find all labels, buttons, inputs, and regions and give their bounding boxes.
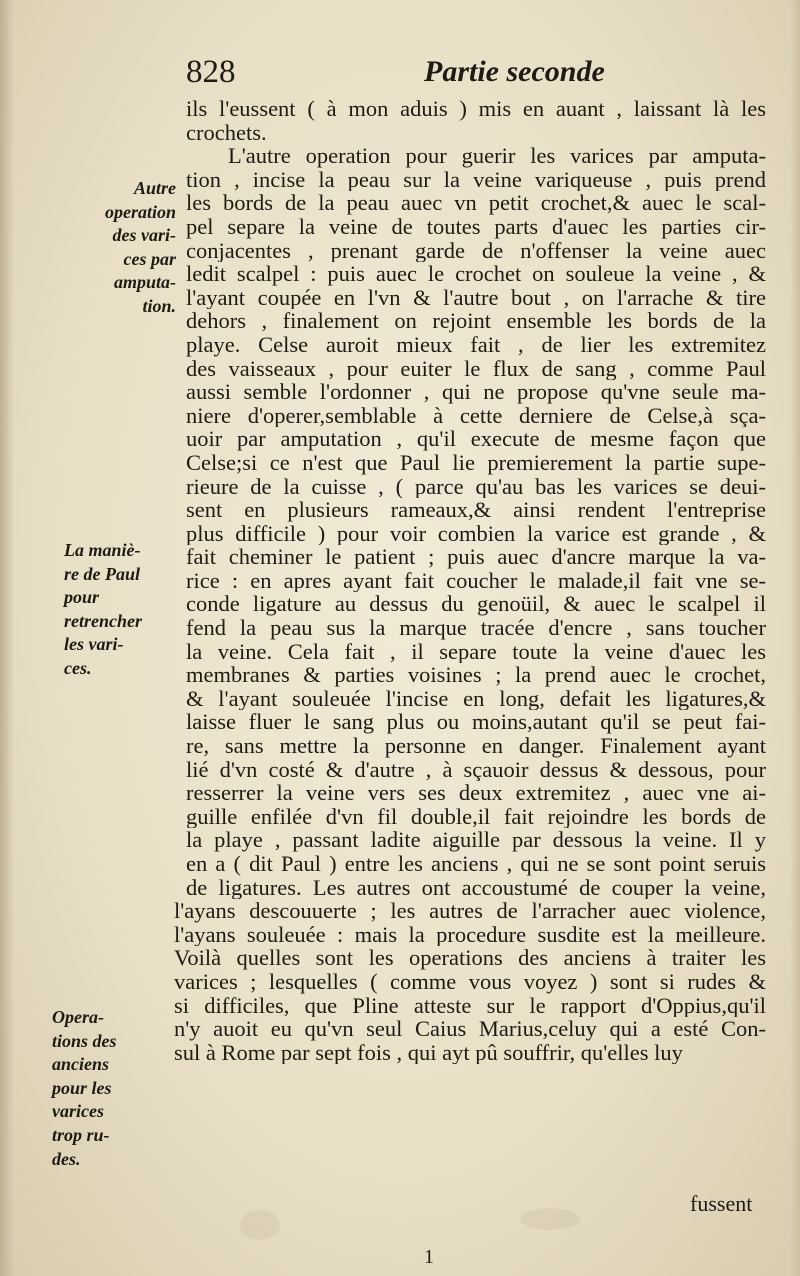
text-line: rieure de la cuisse , ( parce qu'au bas les varices se deui-: [186, 474, 766, 499]
text-line: l'ayans souleuée : mais la procedure susdite est la meilleure.: [174, 922, 766, 947]
margin-note-autre-operation: [64, 177, 176, 319]
margin-note-line: La maniè-: [64, 540, 141, 560]
text-line: des vaisseaux , pour euiter le flux de sang , comme Paul: [186, 356, 766, 381]
margin-note-line: ces par: [123, 248, 176, 269]
margin-note-operations-anciens: [52, 1006, 164, 1171]
margin-note-line: des vari-: [112, 225, 176, 246]
text-line: rice : en apres ayant fait coucher le malade,il fait vne se-: [186, 568, 766, 593]
text-line: membranes & parties voisines ; la prend auec le crochet,: [186, 663, 766, 687]
text-line: L'autre operation pour guerir les varices par amputa-: [228, 144, 766, 168]
margin-note-line: pour les: [52, 1077, 112, 1098]
text-line: sent en plusieurs rameaux,& ainsi rendent l'entreprise: [186, 498, 766, 522]
text-line: ledit scalpel : puis auec le crochet on souleue la veine , &: [186, 262, 766, 286]
text-line: sul à Rome par sept fois , qui ayt pû souffrir, qu'elles luy: [174, 1040, 683, 1065]
margin-note-line: des.: [52, 1148, 81, 1169]
text-line: pel separe la veine de toutes parts d'auec les parties cir-: [186, 214, 766, 239]
text-line: Voilà quelles sont les operations des anciens à traiter les: [174, 946, 766, 970]
text-line: resserrer la veine vers ses deux extremitez , auec vne ai-: [186, 781, 766, 805]
text-line: l'ayant coupée en l'vn & l'autre bout , on l'arrache & tire: [186, 285, 766, 310]
margin-note-line: tion.: [142, 295, 176, 316]
text-line: la veine. Cela fait , il separe toute la veine d'auec les: [186, 639, 766, 664]
margin-note-line: retrencher: [64, 610, 142, 631]
text-line: plus difficile ) pour voir combien la varice est grande , &: [186, 521, 766, 546]
margin-note-line: les vari-: [64, 634, 124, 655]
text-line: conjacentes , prenant garde de n'offenser la veine auec: [186, 238, 766, 263]
text-line: l'ayans descouuerte ; les autres de l'arracher auec violence,: [174, 899, 766, 923]
page-number: 828: [186, 54, 236, 90]
margin-note-line: amputa-: [113, 272, 176, 293]
text-line: & l'ayant souleuée l'incise en long, defait les ligatures,&: [186, 686, 766, 711]
text-line: lié d'vn costé & d'autre , à sçauoir dessus & dessous, pour: [186, 757, 766, 782]
text-line: la playe , passant ladite aiguille par dessous la veine. Il y: [186, 828, 766, 852]
text-line: crochets.: [186, 120, 267, 145]
margin-note-line: Opera-: [52, 1007, 104, 1027]
margin-note-line: pour: [64, 587, 100, 608]
paper-stain: [240, 1210, 280, 1240]
ink-smudge: [520, 1208, 580, 1230]
margin-note-line: Autre: [133, 178, 176, 198]
text-line: niere d'operer,semblable à cette derniere de Celse,à sça-: [186, 403, 766, 428]
text-line: re, sans mettre la personne en danger. Finalement ayant: [186, 734, 766, 758]
text-line: playe. Celse auroit mieux fait , de lier les extremitez: [186, 332, 766, 357]
text-line: laisse fluer le sang plus ou moins,autant qu'il se peut fai-: [186, 710, 766, 735]
text-line: si difficiles, que Pline atteste sur le rapport d'Oppius,qu'il: [174, 993, 766, 1018]
catchword: fussent: [690, 1191, 753, 1216]
text-line: fend la peau sus la marque tracée d'encre , sans toucher: [186, 616, 766, 640]
margin-note-maniere-de-paul: [64, 539, 176, 681]
margin-note-line: varices: [52, 1101, 104, 1122]
text-line: conde ligature au dessus du genoüil, & auec le scalpel il: [186, 592, 766, 617]
text-line: tion , incise la peau sur la veine variqueuse , puis prend: [186, 167, 766, 192]
margin-note-line: operation: [104, 201, 176, 222]
margin-note-line: anciens: [52, 1054, 110, 1075]
margin-note-line: re de Paul: [64, 563, 140, 584]
text-line: varices ; lesquelles ( comme vous voyez ) sont si rudes &: [174, 969, 766, 994]
text-line: Celse;si ce n'est que Paul lie premierement la partie supe-: [186, 450, 766, 475]
text-line: guille enfilée d'vn fil double,il fait rejoindre les bords de: [186, 804, 766, 829]
text-line: ils l'eussent ( à mon aduis ) mis en auant , laissant là les: [186, 97, 766, 121]
text-line: aussi semble l'ordonner , qui ne propose qu'vne seule ma-: [186, 380, 766, 404]
text-line: de ligatures. Les autres ont accoustumé de couper la veine,: [186, 875, 766, 900]
page-header: [186, 52, 766, 92]
text-line: les bords de la peau auec vn petit crochet,& auec le scal-: [186, 191, 766, 215]
signature-mark: 1: [424, 1246, 434, 1268]
margin-note-line: trop ru-: [52, 1124, 110, 1145]
page-edge-shadow: [790, 0, 800, 1276]
margin-note-line: ces.: [64, 657, 92, 678]
running-head: Partie seconde: [424, 55, 605, 88]
text-line: en a ( dit Paul ) entre les anciens , qui ne se sont point seruis: [186, 852, 766, 876]
margin-note-line: tions des: [52, 1030, 117, 1051]
text-line: dehors , finalement on rejoint ensemble les bords de la: [186, 309, 766, 333]
page-gutter-shadow: [0, 0, 14, 1276]
text-line: n'y auoit eu qu'vn seul Caius Marius,celuy qui a esté Con-: [174, 1017, 766, 1041]
main-text-block: [174, 97, 766, 1065]
text-line: uoir par amputation , qu'il execute de mesme façon que: [186, 427, 766, 451]
text-line: fait cheminer le patient ; puis auec d'ancre marque la va-: [186, 545, 766, 569]
